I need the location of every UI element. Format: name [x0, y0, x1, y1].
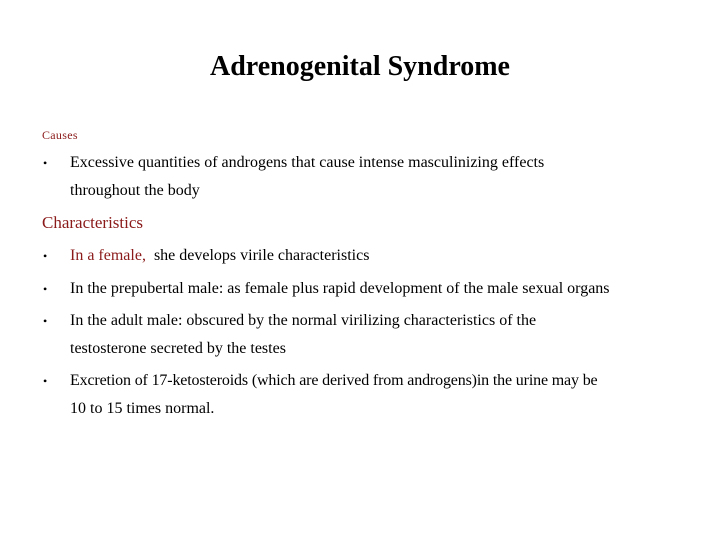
bullet: •: [43, 282, 48, 296]
characteristic-item-line: Excretion of 17-ketosteroids (which are derived from androgens)in the urine may be: [70, 372, 598, 389]
characteristic-item-line: In the adult male: obscured by the normal virilizing characteristics of the: [70, 312, 537, 329]
causes-heading: Causes: [42, 128, 78, 142]
bullet: •: [43, 156, 48, 170]
bullet: •: [43, 374, 48, 388]
causes-item-line: throughout the body: [70, 182, 200, 199]
bullet: •: [43, 249, 48, 263]
characteristic-item-line: 10 to 15 times normal.: [70, 400, 215, 417]
bullet: •: [43, 314, 48, 328]
highlight-text: In a female,: [70, 247, 146, 264]
slide-title: Adrenogenital Syndrome: [210, 51, 510, 82]
characteristics-heading: Characteristics: [42, 213, 144, 232]
item-text: she develops virile characteristics: [153, 247, 370, 264]
characteristic-item: In the prepubertal male: as female plus rapid development of the male sexual organs: [70, 280, 610, 297]
characteristic-item: [70, 248, 369, 264]
causes-item-line: Excessive quantities of androgens that cause intense masculinizing effects: [70, 154, 545, 171]
characteristic-item-line: testosterone secreted by the testes: [70, 340, 286, 357]
